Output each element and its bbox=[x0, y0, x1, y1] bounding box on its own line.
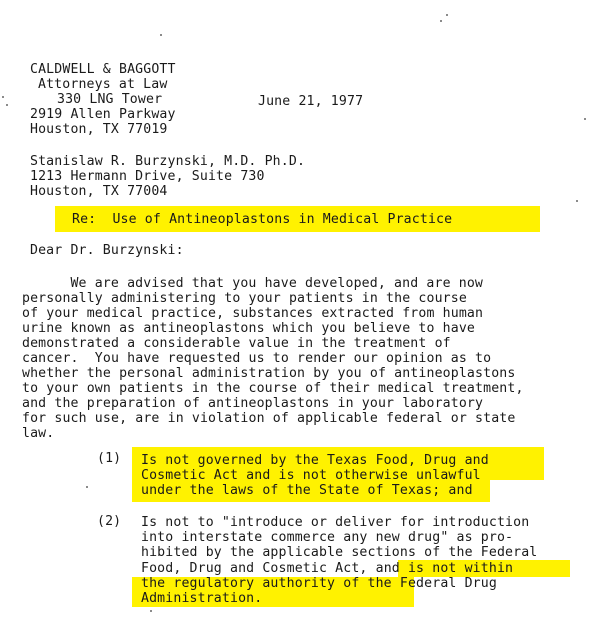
item-number: (2) bbox=[97, 514, 122, 529]
scan-speck bbox=[2, 96, 4, 98]
sender-city: Houston, TX 77019 bbox=[30, 122, 168, 137]
item-line-plain: Food, Drug and Cosmetic Act, bbox=[141, 561, 368, 576]
body-line: for such use, are in violation of applicable federal or state bbox=[22, 411, 516, 426]
salutation: Dear Dr. Burzynski: bbox=[30, 243, 184, 258]
subject-line: Re: Use of Antineoplastons in Medical Practice bbox=[72, 212, 453, 227]
item-line: into interstate commerce any new drug" as pro- bbox=[141, 530, 514, 545]
item-line-highlighted: and is not within bbox=[367, 561, 514, 576]
scan-speck bbox=[160, 34, 162, 36]
recipient-city: Houston, TX 77004 bbox=[30, 184, 168, 199]
item-line: Is not to "introduce or deliver for introduction bbox=[141, 515, 530, 530]
body-line: whether the personal administration by you of antineoplastons bbox=[22, 366, 516, 381]
recipient-name: Stanislaw R. Burzynski, M.D. Ph.D. bbox=[30, 154, 306, 169]
item-line bbox=[141, 483, 473, 498]
scan-speck bbox=[446, 14, 448, 16]
item-line: hibited by the applicable sections of the Federal bbox=[141, 545, 538, 560]
sender-title: Attorneys at Law bbox=[38, 77, 168, 92]
body-line: and the preparation of antineoplastons in your laboratory bbox=[22, 396, 484, 411]
body-line: to your own patients in the course of their medical treatment, bbox=[22, 381, 524, 396]
body-line: law. bbox=[22, 426, 55, 441]
scan-speck bbox=[584, 118, 586, 120]
body-line: urine known as antineoplastons which you believe to have bbox=[22, 321, 476, 336]
scan-speck bbox=[150, 610, 152, 612]
sender-address-2: 2919 Allen Parkway bbox=[30, 107, 176, 122]
scan-speck bbox=[576, 200, 578, 202]
item-line: Is not governed by the Texas Food, Drug and bbox=[141, 453, 489, 468]
item-line: the regulatory authority of the Federal Drug bbox=[141, 576, 497, 591]
body-line: cancer. You have requested us to render our opinion as to bbox=[22, 351, 492, 366]
scan-speck bbox=[86, 486, 88, 488]
scan-speck bbox=[440, 20, 442, 22]
letter-date: June 21, 1977 bbox=[258, 94, 364, 109]
recipient-address: 1213 Hermann Drive, Suite 730 bbox=[30, 169, 265, 184]
scan-speck bbox=[6, 104, 8, 106]
item-line: Cosmetic Act and is not otherwise unlawful bbox=[141, 468, 481, 483]
item-line bbox=[141, 561, 513, 576]
body-line: personally administering to your patients in the course bbox=[22, 291, 467, 306]
item-line: Administration. bbox=[141, 591, 263, 606]
item-line-highlighted: under the laws of the State of Texas; bbox=[141, 483, 441, 498]
sender-firm: CALDWELL & BAGGOTT bbox=[30, 62, 176, 77]
body-line: of your medical practice, substances extracted from human bbox=[22, 306, 484, 321]
sender-address-1: 330 LNG Tower bbox=[57, 92, 163, 107]
item-line-tail: and bbox=[440, 483, 473, 498]
body-line: We are advised that you have developed, and are now bbox=[30, 276, 484, 291]
body-line: demonstrated a considerable value in the treatment of bbox=[22, 336, 451, 351]
item-number: (1) bbox=[97, 451, 122, 466]
